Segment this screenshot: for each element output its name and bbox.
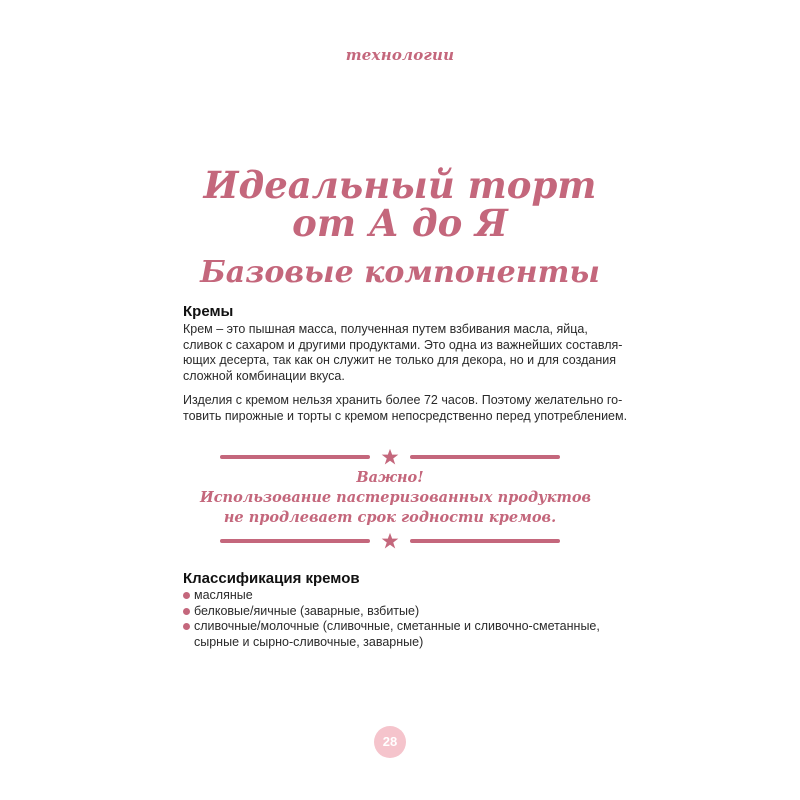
list-item: [183, 588, 613, 604]
star-icon: [381, 448, 399, 466]
page-number-badge: 28: [374, 726, 406, 758]
bullet-icon: [183, 592, 190, 599]
important-label: Важно!: [356, 469, 424, 486]
paragraph-line: сливок с сахаром и другими продуктами. Это одна из важнейших составля-: [183, 337, 623, 352]
page-title: [0, 163, 800, 245]
list-item: [183, 619, 613, 650]
paragraph-line: Изделия с кремом нельзя хранить более 72 часов. Поэтому желательно го-: [183, 393, 623, 407]
page-title-line-2: от А до Я: [292, 201, 508, 245]
paragraph-line: Крем – это пышная масса, полученная путем взбивания масла, яйца,: [183, 322, 588, 336]
creams-heading: Кремы: [183, 303, 234, 320]
bullet-icon: [183, 623, 190, 630]
list-item-text: белковые/яичные (заварные, взбитые): [194, 603, 420, 618]
divider-right-top: [410, 455, 560, 459]
important-text: [200, 468, 592, 528]
classification-heading: Классификация кремов: [183, 570, 360, 587]
paragraph-line: сложной комбинации вкуса.: [183, 368, 345, 383]
important-line-3: не продлевает срок годности кремов.: [223, 509, 557, 526]
page-title-line-1: Идеальный торт: [203, 163, 597, 207]
paragraph-line: товить пирожные и торты с кремом непосредственно перед употреблением.: [183, 408, 628, 423]
divider-right-bottom: [410, 539, 560, 543]
divider-left-bottom: [220, 539, 370, 543]
paragraph-line: ющих десерта, так как он служит не только для декора, но и для создания: [183, 353, 616, 367]
section-subtitle: Базовые компоненты: [200, 255, 600, 290]
star-icon: [381, 532, 399, 550]
list-item: [183, 604, 613, 620]
bullet-icon: [183, 608, 190, 615]
important-line-2: Использование пастеризованных продуктов: [200, 489, 592, 506]
important-callout: [200, 446, 592, 556]
creams-paragraph-1: [183, 322, 623, 384]
section-label: технологии: [345, 46, 455, 64]
creams-paragraph-2: [183, 393, 628, 424]
classification-list: [183, 588, 613, 650]
list-item-text: сливочные/молочные (сливочные, сметанные и сливочно-сметанные,: [194, 619, 600, 633]
list-item-text: масляные: [194, 588, 253, 602]
divider-left-top: [220, 455, 370, 459]
list-item-text-cont: сырные и сырно-сливочные, заварные): [194, 634, 424, 649]
